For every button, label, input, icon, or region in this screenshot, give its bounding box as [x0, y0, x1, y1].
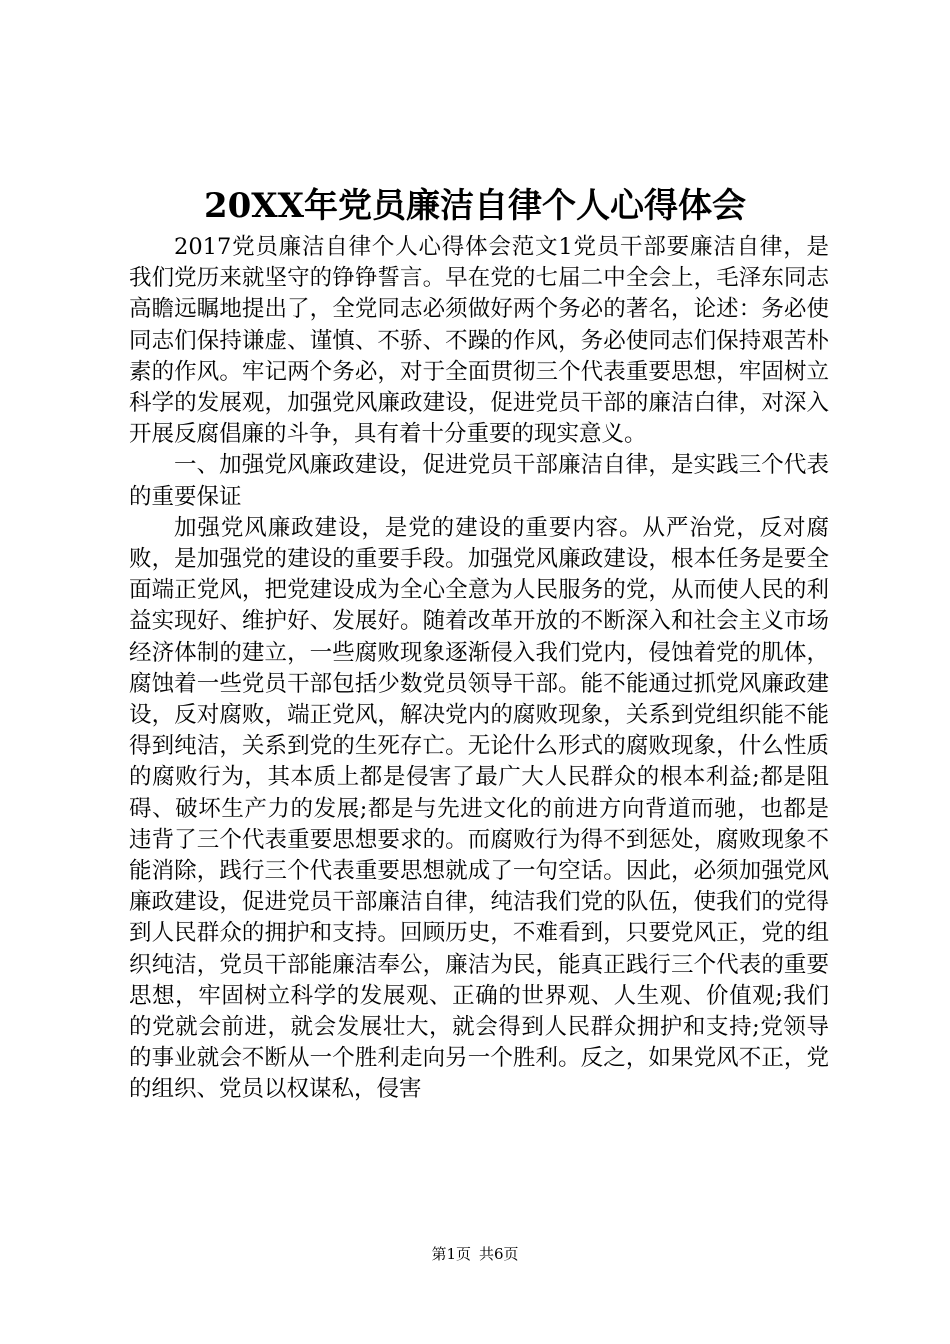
document-title: 20XX年党员廉洁自律个人心得体会 [203, 186, 747, 226]
page-footer [0, 1244, 950, 1264]
paragraph-intro: 2017党员廉洁自律个人心得体会范文1党员干部要廉洁自律，是我们党历来就坚守的铮铮誓言。早在党的七届二中全会上，毛泽东同志高瞻远瞩地提出了，全党同志必须做好两个务必的著名，论述：务必使同志们保持谦虚、谨慎、不骄、不躁的作风，务必使同志们保持艰苦朴素的作风。牢记两个务必，对于全面贯彻三个代表重要思想，牢固树立科学的发展观，加强党风廉政建设，促进党员干部的廉洁白律，对深入开展反腐倡廉的斗争，具有着十分重要的现实意义。 [129, 234, 829, 448]
document-body [129, 232, 829, 1106]
page-total: 共6页 [479, 1245, 519, 1263]
paragraph-main: 加强党风廉政建设，是党的建设的重要内容。从严治党，反对腐败，是加强党的建设的重要手段。加强党风廉政建设，根本任务是要全面端正党风，把党建设成为全心全意为人民服务的党，从而使人民的利益实现好、维护好、发展好。随着改革开放的不断深入和社会主义市场经济体制的建立，一些腐败现象逐渐侵入我们党内，侵蚀着党的肌体，腐蚀着一些党员干部包括少数党员领导干部。能不能通过抓党风廉政建设，反对腐败，端正党风，解决党内的腐败现象，关系到党组织能不能得到纯洁，关系到党的生死存亡。无论什么形式的腐败现象，什么性质的腐败行为，其本质上都是侵害了最广大人民群众的根本利益;都是阻碍、破坏生产力的发展;都是与先进文化的前进方向背道而驰，也都是违背了三个代表重要思想要求的。而腐败行为得不到惩处，腐败现象不能消除，践行三个代表重要思想就成了一句空话。因此，必须加强党风廉政建设，促进党员干部廉洁自律，纯洁我们党的队伍，使我们的党得到人民群众的拥护和支持。回顾历史，不难看到，只要党风正，党的组织纯洁，党员干部能廉洁奉公，廉洁为民，能真正践行三个代表的重要思想，牢固树立科学的发展观、正确的世界观、人生观、价值观;我们的党就会前进，就会发展壮大，就会得到人民群众拥护和支持;党领导的事业就会不断从一个胜利走向另一个胜利。反之，如果党风不正，党的组织、党员以权谋私，侵害 [129, 514, 829, 1103]
paragraph-section-heading: 一、加强党风廉政建设，促进党员干部廉洁自律，是实践三个代表的重要保证 [129, 452, 829, 510]
page-number: 第1页 [431, 1245, 471, 1263]
